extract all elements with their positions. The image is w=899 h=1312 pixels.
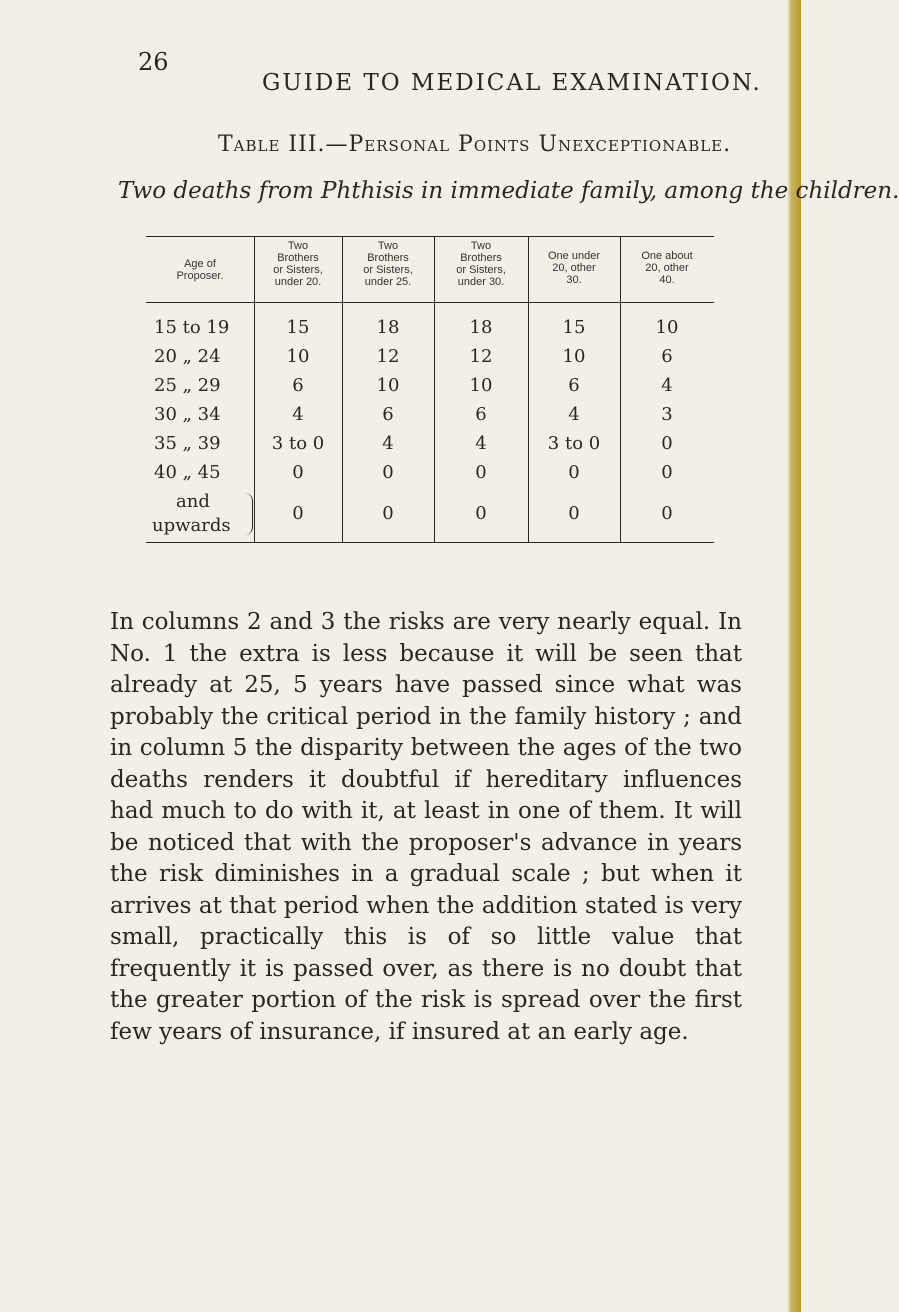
header-line: Two xyxy=(377,240,399,252)
header-line: Two xyxy=(470,240,492,252)
age-cell: 15 to 19 xyxy=(154,317,230,338)
table-cell: 15 xyxy=(286,317,310,338)
table-cell: 6 xyxy=(292,375,304,396)
header-line: 40. xyxy=(659,274,675,286)
header-line: Age of xyxy=(184,258,216,270)
table-cell: 0 xyxy=(568,462,580,483)
value-column-2 xyxy=(254,313,342,541)
value-column-5 xyxy=(528,313,620,541)
header-col-2 xyxy=(254,240,342,300)
table-cell: 0 xyxy=(661,503,673,524)
table-cell: 15 xyxy=(562,317,586,338)
table-cell: 12 xyxy=(469,346,493,367)
age-column xyxy=(146,313,254,541)
table-cell: 12 xyxy=(376,346,400,367)
table-cell: 0 xyxy=(292,462,304,483)
header-line: or Sisters, xyxy=(273,264,323,276)
table-cell: 3 xyxy=(661,404,673,425)
table-cell: 0 xyxy=(382,462,394,483)
page-number: 26 xyxy=(138,48,169,76)
header-line: under 25. xyxy=(364,276,412,288)
table-cell: 6 xyxy=(475,404,487,425)
table-cell: 6 xyxy=(661,346,673,367)
header-line: Brothers xyxy=(460,252,502,264)
table-cell: 10 xyxy=(655,317,679,338)
header-line: or Sisters, xyxy=(363,264,413,276)
age-cell-upwards xyxy=(146,487,254,541)
header-col-3 xyxy=(342,240,434,300)
table-cell: 10 xyxy=(469,375,493,396)
header-line: under 20. xyxy=(274,276,322,288)
header-line: under 30. xyxy=(457,276,505,288)
header-col-5 xyxy=(528,250,620,310)
header-line: Proposer. xyxy=(176,270,224,282)
header-col-6 xyxy=(620,250,714,310)
table-cell: 0 xyxy=(292,503,304,524)
table-cell: 0 xyxy=(382,503,394,524)
header-line: 30. xyxy=(566,274,582,286)
table-cell: 0 xyxy=(661,462,673,483)
table-cell: 4 xyxy=(568,404,580,425)
table-cell: 3 to 0 xyxy=(547,433,601,454)
table-cell: 18 xyxy=(376,317,400,338)
table-cell: 4 xyxy=(661,375,673,396)
age-cell: 20 „ 24 xyxy=(154,346,221,367)
age-cell: 40 „ 45 xyxy=(154,462,221,483)
age-and-label: and xyxy=(176,491,210,512)
value-column-6 xyxy=(620,313,714,541)
header-line: One about xyxy=(641,250,693,262)
header-age xyxy=(146,258,254,318)
table-cell: 4 xyxy=(382,433,394,454)
age-cell: 25 „ 29 xyxy=(154,375,221,396)
table-title: Table III.—Personal Points Unexceptionable. xyxy=(218,132,732,157)
table-cell: 6 xyxy=(568,375,580,396)
table-cell: 10 xyxy=(376,375,400,396)
age-upwards-label: upwards xyxy=(152,515,231,536)
header-line: or Sisters, xyxy=(456,264,506,276)
table-cell: 0 xyxy=(568,503,580,524)
header-line: 20, other xyxy=(552,262,596,274)
age-cell: 35 „ 39 xyxy=(154,433,221,454)
header-line: Brothers xyxy=(367,252,409,264)
risk-table xyxy=(146,236,714,554)
body-paragraph: In columns 2 and 3 the risks are very nearly equal. In No. 1 the extra is less because it will be seen that already at 25, 5 years have passed since what was probably the critical period in the family history ; and in column 5 the disparity between the ages of the two deaths renders it doubtful if hereditary influences had much to do with it, at least in one of them. It will be noticed that with the proposer's advance in years the risk diminishes in a gradual scale ; but when it arrives at that period when the addition stated is very small, practically this is of so little value that frequently it is passed over, as there is no doubt that the greater portion of the risk is spread over the first few years of insurance, if insured at an early age. xyxy=(110,609,742,1045)
table-cell: 0 xyxy=(661,433,673,454)
table-cell: 4 xyxy=(292,404,304,425)
value-column-4 xyxy=(434,313,528,541)
table-cell: 10 xyxy=(286,346,310,367)
header-line: 20, other xyxy=(645,262,689,274)
table-subtitle: Two deaths from Phthisis in immediate family, among the children. xyxy=(118,178,899,204)
table-top-rule xyxy=(146,236,714,237)
header-line: One under xyxy=(548,250,600,262)
running-head: GUIDE TO MEDICAL EXAMINATION. xyxy=(262,70,762,96)
table-cell: 3 to 0 xyxy=(271,433,325,454)
table-cell: 6 xyxy=(382,404,394,425)
header-line: Brothers xyxy=(277,252,319,264)
table-bottom-rule xyxy=(146,542,714,543)
age-cell: 30 „ 34 xyxy=(154,404,221,425)
table-cell: 0 xyxy=(475,462,487,483)
table-cell: 4 xyxy=(475,433,487,454)
header-col-4 xyxy=(434,240,528,300)
header-line: Two xyxy=(287,240,309,252)
table-cell: 18 xyxy=(469,317,493,338)
value-column-3 xyxy=(342,313,434,541)
table-cell: 0 xyxy=(475,503,487,524)
brace-icon xyxy=(244,493,253,535)
table-cell: 10 xyxy=(562,346,586,367)
